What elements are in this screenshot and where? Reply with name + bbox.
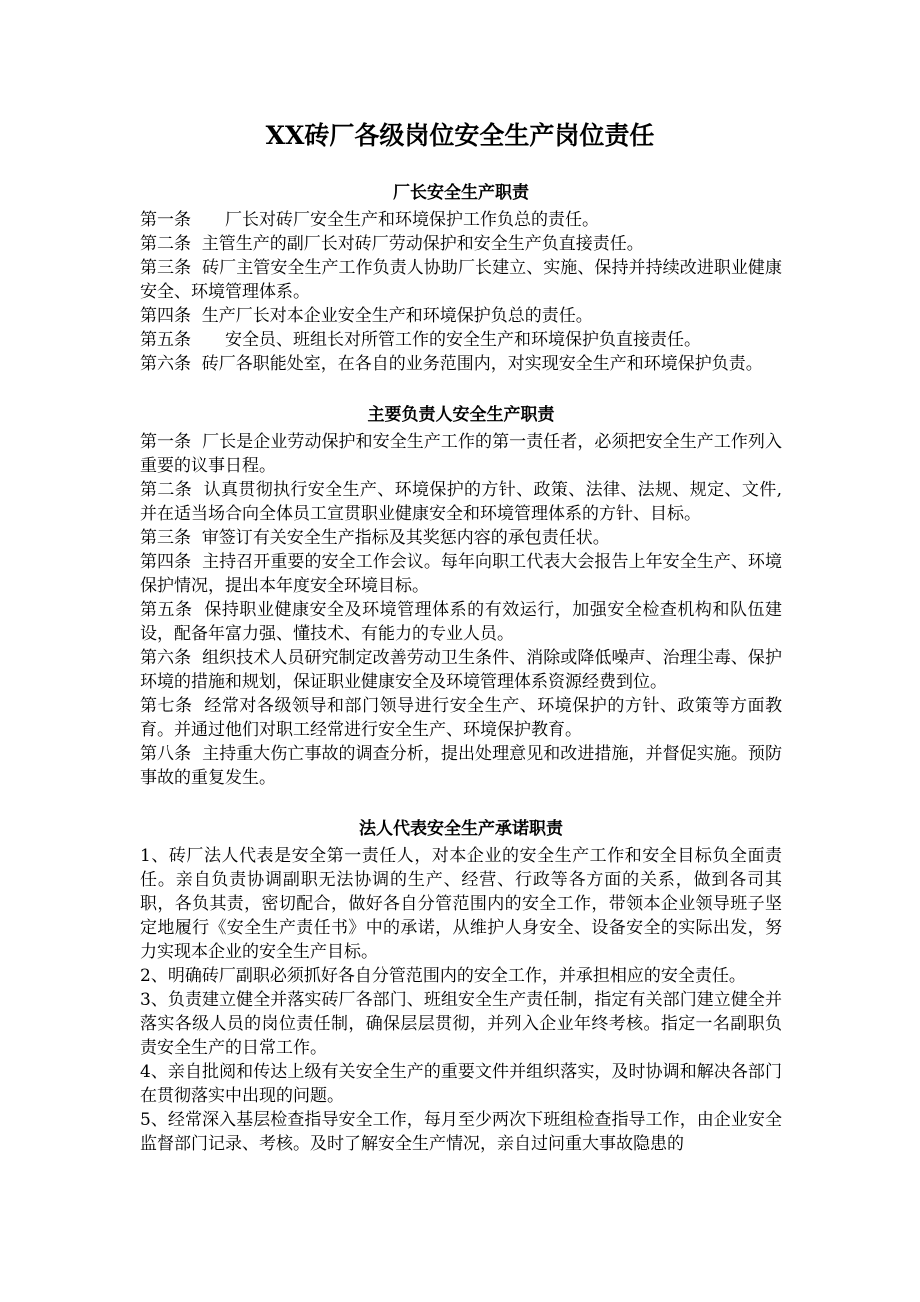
article: 第三条 砖厂主管安全生产工作负责人协助厂长建立、实施、保持并持续改进职业健康安全、环境管理体系。 xyxy=(140,258,782,302)
article: 第八条 主持重大伤亡事故的调查分析，提出处理意见和改进措施，并督促实施。预防事故的重复发生。 xyxy=(140,744,782,788)
document-title: XX砖厂各级岗位安全生产岗位责任 xyxy=(265,121,655,150)
article: 第三条 审签订有关安全生产指标及其奖惩内容的承包责任状。 xyxy=(140,528,610,548)
article: 第五条 安全员、班组长对所管工作的安全生产和环境保护负直接责任。 xyxy=(140,330,701,350)
article: 第一条 厂长对砖厂安全生产和环境保护工作负总的责任。 xyxy=(140,210,599,230)
article: 第四条 生产厂长对本企业安全生产和环境保护负总的责任。 xyxy=(140,306,593,326)
article: 1、砖厂法人代表是安全第一责任人，对本企业的安全生产工作和安全目标负全面责任。亲自负责协调副职无法协调的生产、经营、行政等各方面的关系，做到各司其职，各负其责，密切配合，做好各自分管范围内的安全工作，带领本企业领导班子坚定地履行《安全生产责任书》中的承诺，从维护人身安全、设备安全的实际出发，努力实现本企业的安全生产目标。 xyxy=(140,846,782,962)
document-body xyxy=(140,178,782,1156)
section-spacer xyxy=(140,790,782,814)
section-legal-representative xyxy=(140,814,782,1156)
article: 3、负责建立健全并落实砖厂各部门、班组安全生产责任制，指定有关部门建立健全并落实各级人员的岗位责任制，确保层层贯彻，并列入企业年终考核。指定一名副职负责安全生产的日常工作。 xyxy=(140,990,782,1058)
section-spacer xyxy=(140,376,782,400)
article: 第六条 砖厂各职能处室，在各自的业务范围内，对实现安全生产和环境保护负责。 xyxy=(140,354,763,374)
section-factory-director xyxy=(140,178,782,376)
section-principal xyxy=(140,400,782,790)
section-heading: 厂长安全生产职责 xyxy=(393,183,529,203)
article: 5、经常深入基层检查指导安全工作，每月至少两次下班组检查指导工作，由企业安全监督部门记录、考核。及时了解安全生产情况，亲自过问重大事故隐患的 xyxy=(140,1110,782,1154)
article: 4、亲自批阅和传达上级有关安全生产的重要文件并组织落实，及时协调和解决各部门在贯彻落实中出现的问题。 xyxy=(140,1062,782,1106)
section-heading: 法人代表安全生产承诺职责 xyxy=(359,819,563,839)
article: 2、明确砖厂副职必须抓好各自分管范围内的安全工作，并承担相应的安全责任。 xyxy=(140,966,746,986)
article: 第五条 保持职业健康安全及环境管理体系的有效运行，加强安全检查机构和队伍建设，配备年富力强、懂技术、有能力的专业人员。 xyxy=(140,600,782,644)
article: 第七条 经常对各级领导和部门领导进行安全生产、环境保护的方针、政策等方面教育。并通过他们对职工经常进行安全生产、环境保护教育。 xyxy=(140,696,782,740)
section-heading: 主要负责人安全生产职责 xyxy=(367,405,555,425)
article: 第二条 认真贯彻执行安全生产、环境保护的方针、政策、法律、法规、规定、文件,并在适当场合向全体员工宣贯职业健康安全和环境管理体系的方针、目标。 xyxy=(140,480,782,524)
article: 第二条 主管生产的副厂长对砖厂劳动保护和安全生产负直接责任。 xyxy=(140,234,644,254)
article: 第四条 主持召开重要的安全工作会议。每年向职工代表大会报告上年安全生产、环境保护情况，提出本年度安全环境目标。 xyxy=(140,552,782,596)
article: 第六条 组织技术人员研究制定改善劳动卫生条件、消除或降低噪声、治理尘毒、保护环境的措施和规划，保证职业健康安全及环境管理体系资源经费到位。 xyxy=(140,648,782,692)
article: 第一条 厂长是企业劳动保护和安全生产工作的第一责任者，必须把安全生产工作列入重要的议事日程。 xyxy=(140,432,782,476)
